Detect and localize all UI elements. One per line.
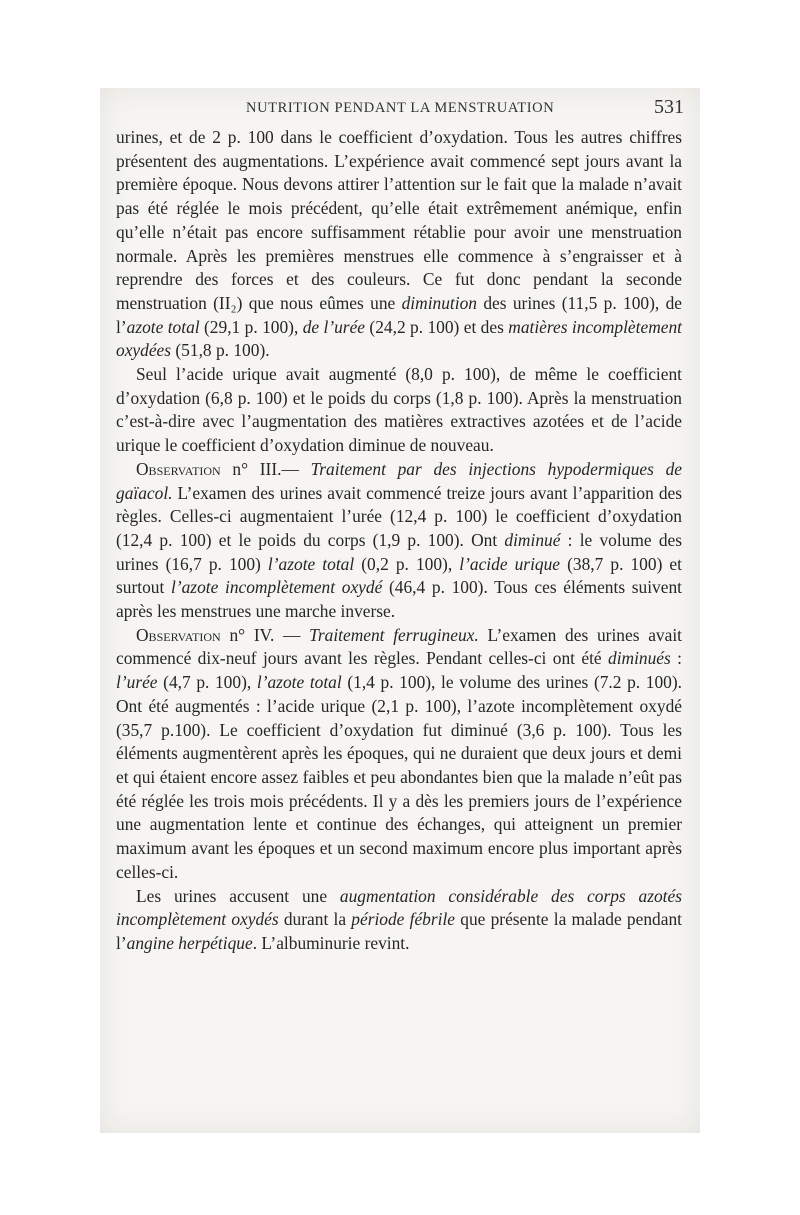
italic-run: l’acide urique: [459, 553, 561, 574]
text-run: des urines (11,5 p. 100), de l’: [116, 292, 682, 337]
text-run: (29,1 p. 100),: [199, 316, 303, 337]
page-header: [116, 96, 686, 122]
text-run: (24,2 p. 100) et des: [365, 316, 509, 337]
text-run: (38,7 p. 100) et surtout: [116, 553, 682, 598]
paragraph-1: [116, 126, 682, 363]
body-text: [116, 126, 682, 956]
italic-run: diminués: [608, 648, 671, 669]
italic-run: l’urée: [116, 672, 158, 693]
observation-treatment: Traitement ferrugineux.: [309, 624, 479, 645]
observation-label: Observation: [136, 458, 221, 479]
running-title: NUTRITION PENDANT LA MENSTRUATION: [246, 100, 555, 116]
observation-4: [116, 624, 682, 885]
text-run: (1,4 p. 100), le volume des urines (7.2 p. 100). Ont été augmentés : l’acide urique (2,1 p. 100), l’azote incomplètement oxydé (35,7 p.100). Le coefficient d’oxydation fut diminué (3,6 p. 100). Tous les éléments augmentèrent après les époques, qui ne duraient que deux jours et demi et qui étaient encore assez faibles et peu abondantes bien que la malade n’eût pas été réglée les trois mois précédents. Il y a dès les premiers jours de l’expérience une augmentation lente et continue des échanges, qui atteignent un premier maximum avant les époques et un second maximum encore plus important après celles-ci.: [116, 672, 682, 882]
italic-run: azote total: [126, 316, 200, 337]
observation-label: Observation: [136, 624, 221, 645]
text-run: Les urines accusent une: [136, 885, 340, 906]
observation-number: n° III.—: [220, 458, 311, 479]
text-run: durant la: [278, 909, 352, 930]
text-run: Seul l’acide urique avait augmenté (8,0 p. 100), de même le coefficient d’oxydation (6,8 p. 100) et le poids du corps (1,8 p. 100). Après la menstruation c’est-à-dire avec l’augmentation des matières extractives azotées et de l’acide urique le coefficient d’oxydation diminue de nouveau.: [116, 364, 682, 456]
italic-run: diminution: [401, 292, 477, 313]
text-run: L’examen des urines avait commencé dix-neuf jours avant les règles. Pendant celles-ci ont été: [116, 624, 682, 669]
paragraph-2: [116, 363, 682, 458]
text-run: :: [670, 648, 682, 669]
italic-run: l’azote total: [267, 553, 355, 574]
text-run: (0,2 p. 100),: [354, 553, 460, 574]
text-run: urines, et de 2 p. 100 dans le coefficient d’oxydation. Tous les autres chiffres présentent des augmentations. L’expérience avait commencé sept jours avant la première époque. Nous devons attirer l’attention sur le fait que la malade n’avait pas été réglée le mois précédent, qu’elle était extrêmement anémique, enfin qu’elle n’était pas encore suffisamment rétablie pour avoir une menstruation normale. Après les premières menstrues elle commence à s’engraisser et à reprendre des forces et des couleurs. Ce fut donc pendant la seconde menstruation (II₂) que nous eûmes une: [116, 127, 682, 313]
paragraph-5: [116, 885, 682, 956]
page-number: 531: [654, 96, 684, 118]
italic-run: diminué: [504, 529, 561, 550]
italic-run: l’azote incomplètement oxydé: [170, 577, 383, 598]
text-run: que présente la malade pendant l’: [116, 909, 682, 953]
text-run: (46,4 p. 100). Tous ces éléments suivent après les menstrues une marche inverse.: [116, 577, 682, 622]
observation-treatment: Traitement par des injections hypodermiques de gaïacol.: [116, 458, 682, 503]
italic-run: augmentation considérable des corps azotés incomplètement oxydés: [116, 885, 682, 930]
italic-run: matières incomplètement oxydées: [116, 316, 683, 361]
text-run: L’examen des urines avait commencé treize jours avant l’apparition des règles. Celles-ci augmentaient l’urée (12,4 p. 100) le coefficient d’oxydation (12,4 p. 100) et le poids du corps (1,9 p. 100). Ont: [116, 482, 682, 550]
italic-run: période fébrile: [351, 909, 456, 930]
text-run: (4,7 p. 100),: [157, 672, 257, 693]
text-run: (51,8 p. 100).: [171, 340, 270, 361]
observation-3: [116, 458, 682, 624]
text-run: : le volume des urines (16,7 p. 100): [116, 529, 683, 574]
italic-run: l’azote total: [256, 672, 342, 693]
text-run: . L’albuminurie revint.: [252, 932, 410, 953]
italic-run: angine herpétique: [126, 932, 253, 953]
italic-run: de l’urée: [302, 316, 366, 337]
observation-number: n° IV. —: [220, 624, 310, 645]
